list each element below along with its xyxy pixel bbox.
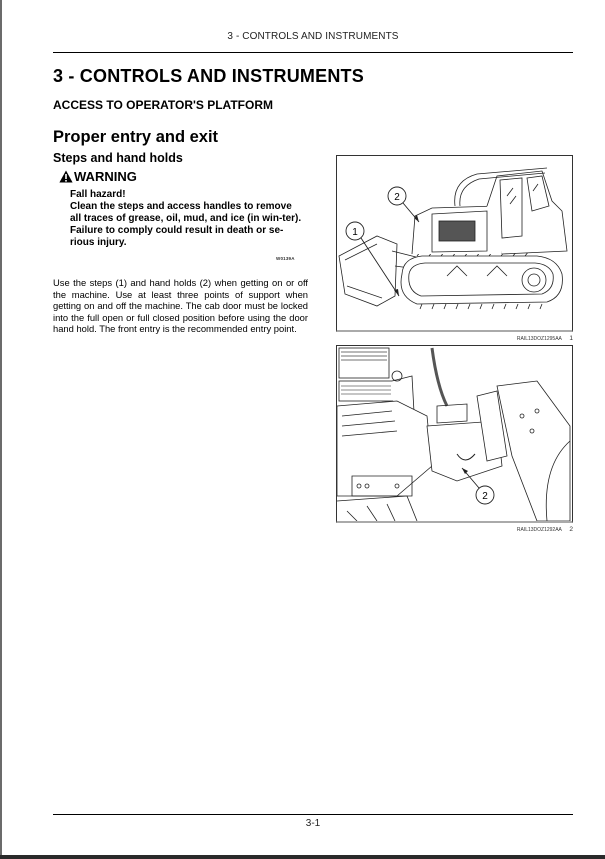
warning-triangle-icon xyxy=(59,170,73,183)
front-step-illustration xyxy=(337,346,571,521)
warning-body xyxy=(70,189,302,249)
callout-label: 2 xyxy=(482,491,488,502)
header-rule xyxy=(53,52,573,53)
running-header: 3 - CONTROLS AND INSTRUMENTS xyxy=(227,31,399,42)
callout-2 xyxy=(388,187,419,222)
callout-label: 2 xyxy=(394,192,400,203)
figure-number: 1 xyxy=(569,335,573,342)
chapter-title: 3 - CONTROLS AND INSTRUMENTS xyxy=(53,66,364,86)
figure-2-caption xyxy=(440,526,573,533)
warning-code: W0139A xyxy=(276,256,295,261)
body-paragraph: Use the steps (1) and hand holds (2) when getting on or off the machine. Use at least three points of support when getting on and off the machine. The cab door must be locked into the full open or full closed position before using the door hand hold. The front entry is the recommended entry point. xyxy=(53,277,308,335)
dozer-side-illustration xyxy=(337,156,571,330)
figure-1-caption xyxy=(440,335,573,342)
warning-heading xyxy=(59,169,137,184)
warning-line: Clean the steps and access handles to remove all traces of grease, oil, mud, and ice (in win-ter). xyxy=(70,201,302,224)
figure-1-dozer-side-view xyxy=(336,155,573,332)
viewer-bottom-edge xyxy=(0,855,605,859)
figure-code: RAIL13DOZ1295AA xyxy=(516,336,562,342)
warning-line: Failure to comply could result in death or se-rious injury. xyxy=(70,225,284,248)
warning-line: Fall hazard! xyxy=(70,189,126,200)
viewer-left-border xyxy=(0,0,2,859)
topic-title: Proper entry and exit xyxy=(53,128,219,146)
subtopic-title: Steps and hand holds xyxy=(53,151,183,165)
page-number: 3-1 xyxy=(305,818,321,829)
figure-number: 2 xyxy=(569,526,573,533)
callout-label: 1 xyxy=(352,227,358,238)
figure-code: RAIL13DOZ1292AA xyxy=(516,527,562,533)
footer-rule xyxy=(53,814,573,815)
section-title: ACCESS TO OPERATOR'S PLATFORM xyxy=(53,98,273,112)
warning-label: WARNING xyxy=(74,169,137,184)
figure-2-front-step-closeup xyxy=(336,345,573,523)
